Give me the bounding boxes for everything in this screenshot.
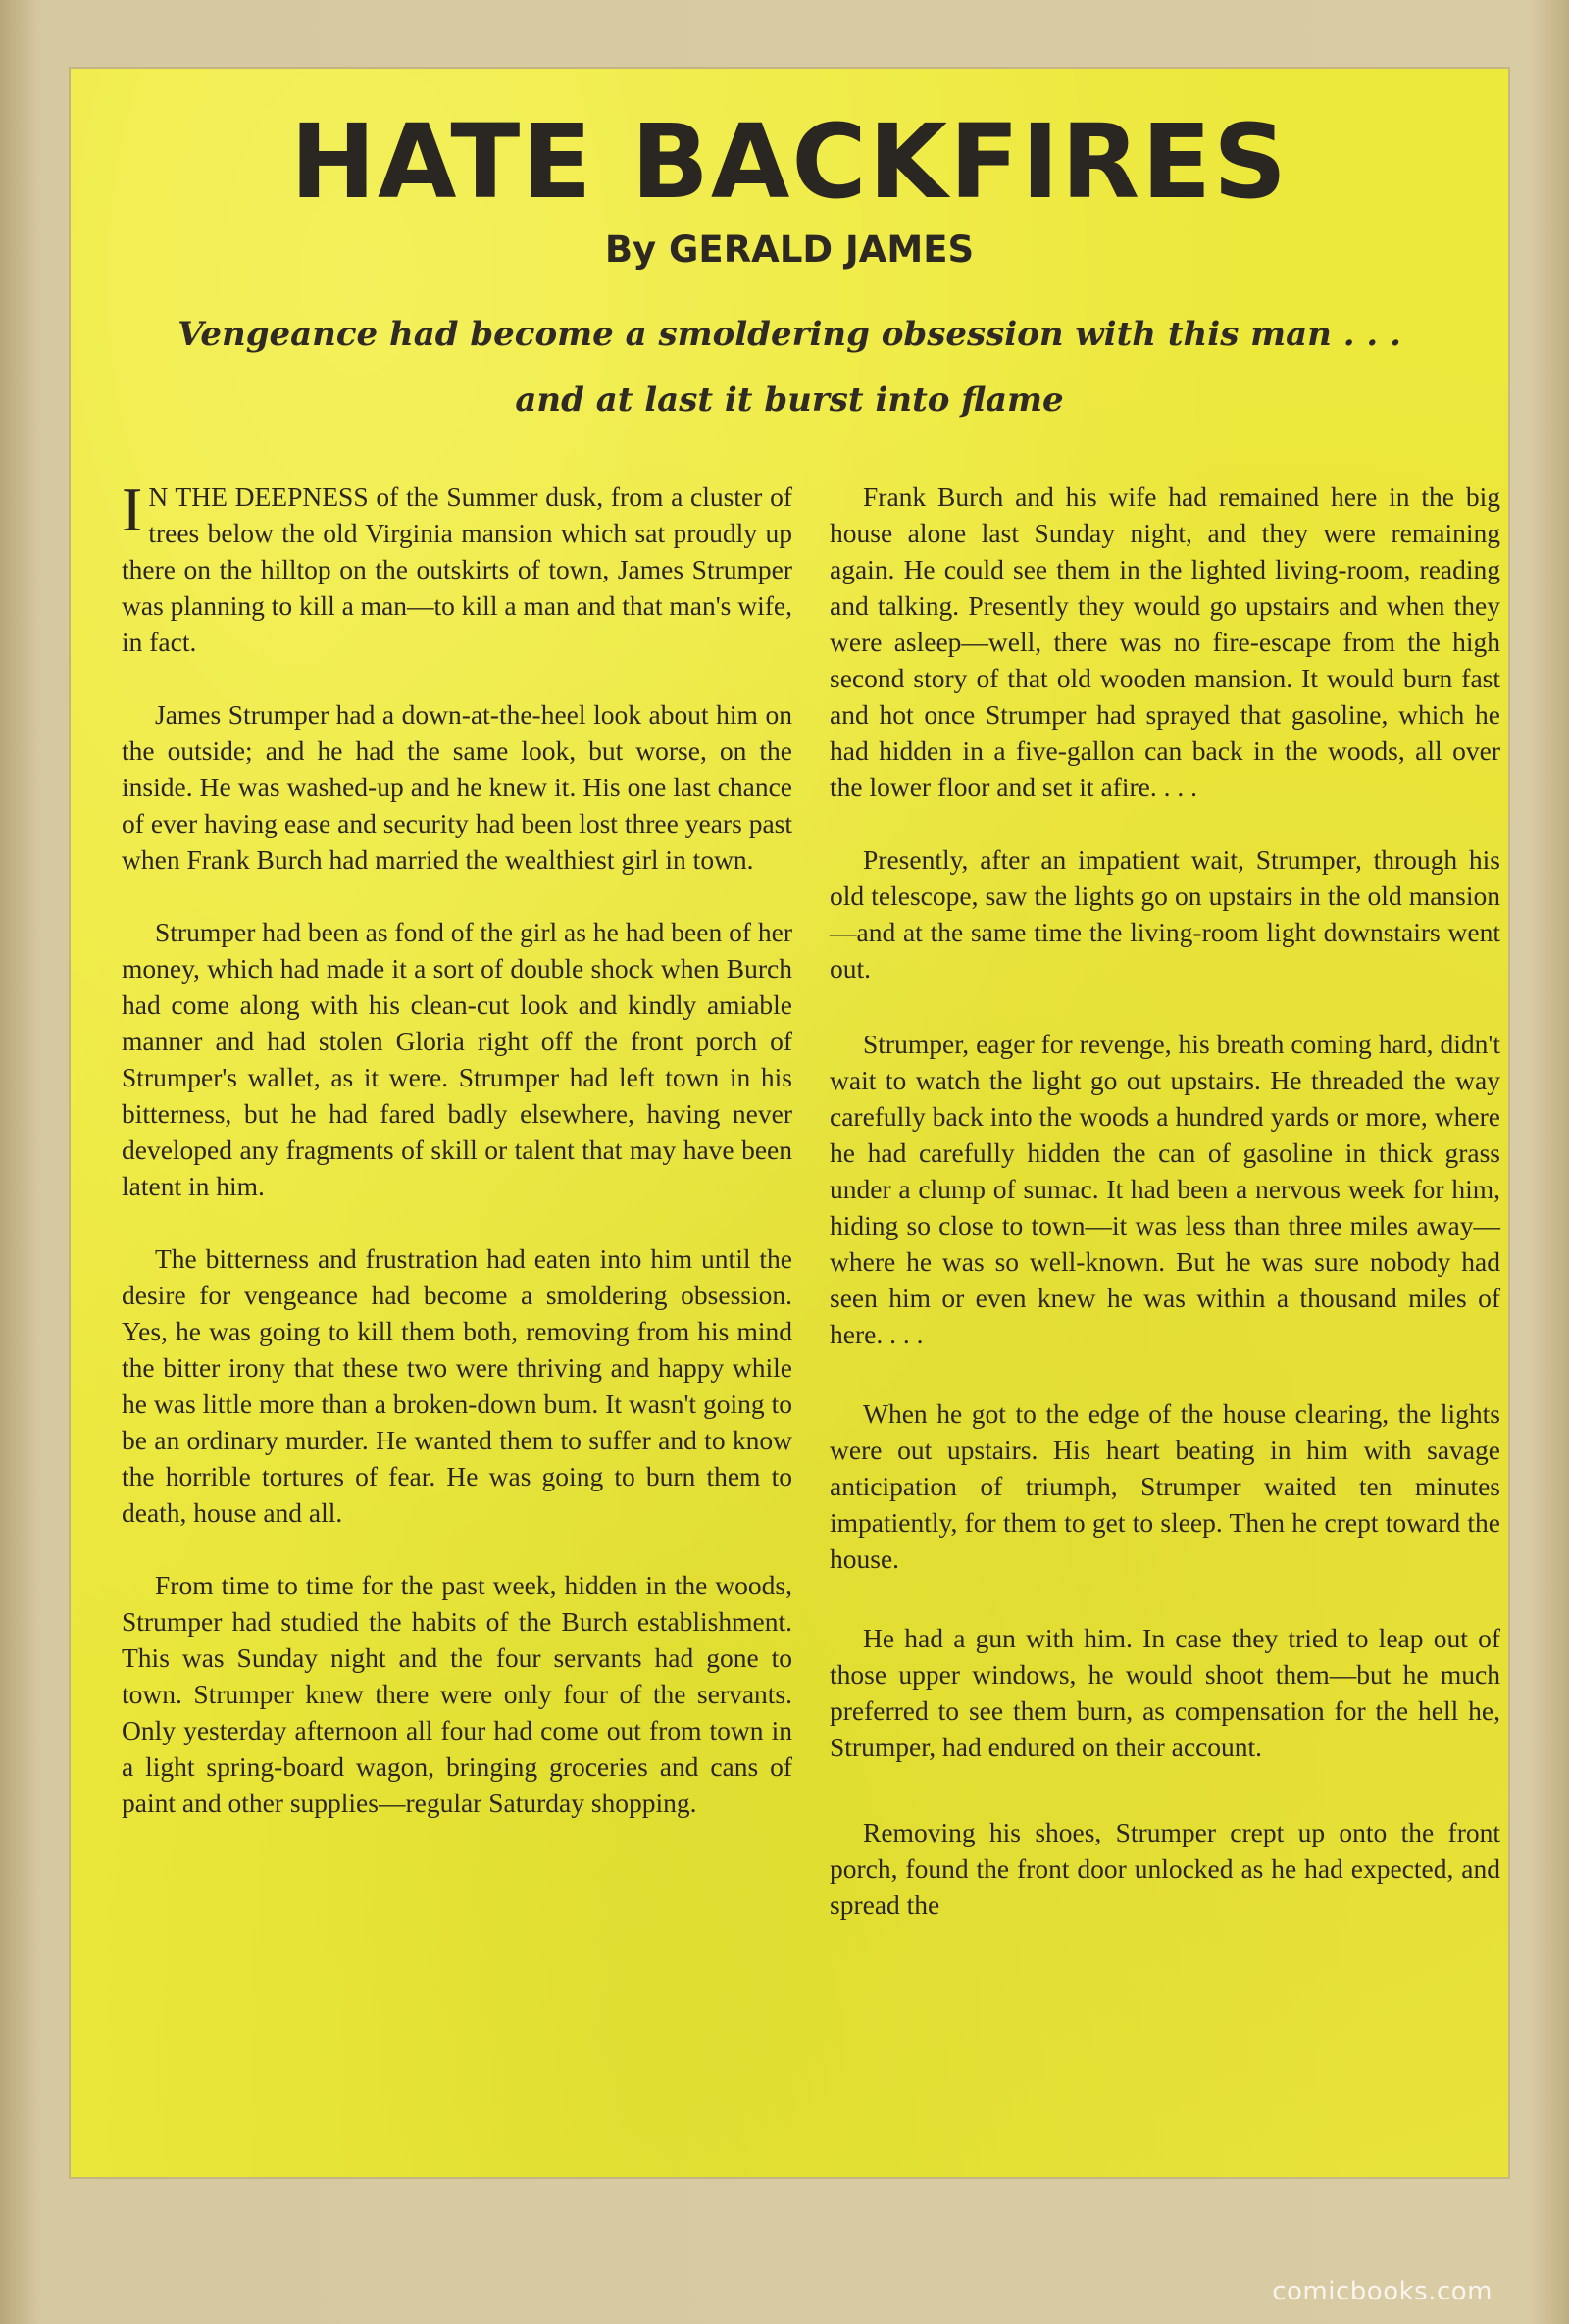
paragraph: From time to time for the past week, hidden in the woods, Strumper had studied the habits of the Burch establishment. This was Sunday night and the four servants had gone to town. Strumper knew there were only four of the servants. Only yesterday afternoon all four had come out from town in a light spring-board wagon, bringing groceries and cans of paint and other supplies—regular Saturday shopping. (122, 1570, 792, 1818)
paragraph-text: N THE DEEPNESS of the Summer dusk, from a cluster of trees below the old Virginia mansion which sat proudly up there on the hilltop on the outskirts of town, James Strumper was planning to kill a man—to kill a man and that man's wife, in fact. (122, 481, 792, 657)
paragraph: James Strumper had a down-at-the-heel look about him on the outside; and he had the same look, but worse, on the inside. He was washed-up and he knew it. His one last chance of ever having ease and security had been lost three years past when Frank Burch had married the wealthiest girl in town. (122, 699, 792, 875)
watermark: comicbooks.com (1272, 2277, 1493, 2306)
left-column (122, 475, 792, 1857)
drop-cap: I (122, 475, 143, 544)
story-title: HATE BACKFIRES (289, 102, 1290, 222)
paragraph: Frank Burch and his wife had remained here in the big house alone last Sunday night, and they were remaining again. He could see them in the lighted living-room, reading and talking. Presently they would go upstairs and when they were asleep—well, there was no fire-escape from the high second story of that old wooden mansion. It would burn fast and hot once Strumper had sprayed that gasoline, which he had hidden in a five-gallon can back in the woods, all over the lower floor and set it afire. . . . (830, 481, 1500, 802)
right-column (830, 479, 1500, 1962)
paragraph: Strumper, eager for revenge, his breath coming hard, didn't wait to watch the light go out upstairs. He threaded the way carefully back into the woods a hundred yards or more, where he had carefully hidden the can of gasoline in thick grass under a clump of sumac. It had been a nervous week for him, hiding so close to town—it was less than three miles away—where he was so well-known. But he was sure nobody had seen him or even knew he was within a thousand miles of here. . . . (830, 1029, 1500, 1349)
paragraph: When he got to the edge of the house clearing, the lights were out upstairs. His heart beating in him with savage anticipation of triumph, Strumper waited ten minutes impatiently, for them to get to sleep. Then he crept toward the house. (830, 1398, 1500, 1574)
byline: By GERALD JAMES (604, 228, 975, 271)
paragraph: Strumper had been as fond of the girl as he had been of her money, which had made it a sort of double shock when Burch had come along with his clean-cut look and kindly amiable manner and had stolen Gloria right off the front porch of Strumper's wallet, as it were. Strumper had left town in his bitterness, but he had fared badly elsewhere, having never developed any fragments of skill or talent that may have been latent in him. (122, 917, 792, 1201)
paragraph: Presently, after an impatient wait, Strumper, through his old telescope, saw the lights go on upstairs in the old mansion—and at the same time the living-room light downstairs went out. (830, 844, 1500, 984)
story-panel (71, 69, 1508, 2177)
tagline-line-2: and at last it burst into flame (515, 380, 1064, 420)
tagline-line-1: Vengeance had become a smoldering obsession with this man . . . (177, 315, 1401, 354)
paragraph (122, 475, 792, 660)
paragraph: He had a gun with him. In case they tried to leap out of those upper windows, he would shoot them—but he much preferred to see them burn, as compensation for the hell he, Strumper, had endured on their account. (830, 1623, 1500, 1762)
paragraph: Removing his shoes, Strumper crept up onto the front porch, found the front door unlocked as he had expected, and spread the (830, 1817, 1500, 1920)
paragraph: The bitterness and frustration had eaten into him until the desire for vengeance had become a smoldering obsession. Yes, he was going to kill them both, removing from his mind the bitter irony that these two were thriving and happy while he was little more than a broken-down bum. It wasn't going to be an ordinary murder. He wanted them to suffer and to know the horrible tortures of fear. He was going to burn them to death, house and all. (122, 1243, 792, 1528)
